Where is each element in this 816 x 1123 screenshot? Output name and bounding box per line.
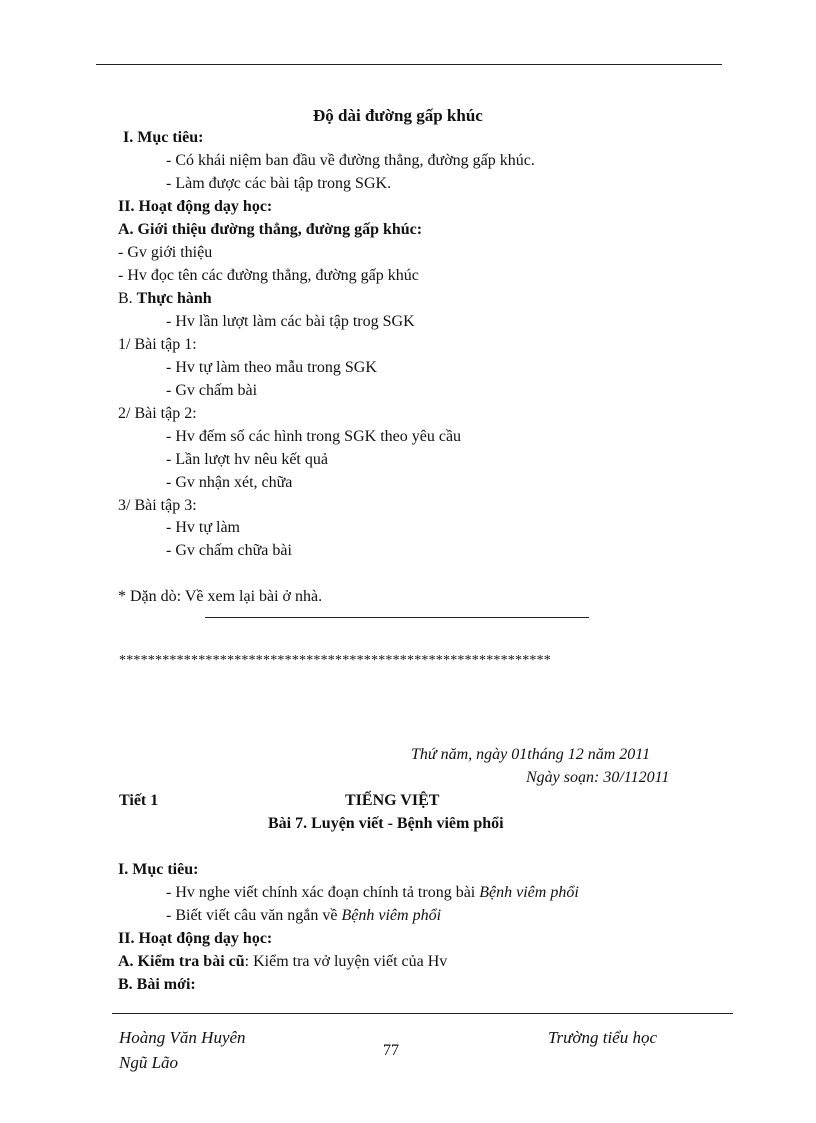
lesson2-objective-1-text: - Hv nghe viết chính xác đoạn chính tả trong bài [166, 884, 480, 901]
lesson1-activities-heading: II. Hoạt động dạy học: [118, 198, 273, 215]
lesson1-part-a-heading: A. Giới thiệu đường thẳng, đường gấp khúc: [118, 221, 423, 238]
footer-rule [112, 1013, 733, 1014]
lesson2-part-b-heading: B. Bài mới: [118, 976, 196, 993]
lesson2-objective-1 [166, 885, 579, 901]
exercise2-line-1: - Hv đếm số các hình trong SGK theo yêu cầu [166, 428, 462, 445]
footer-author-name: Hoàng Văn Huyên [119, 1028, 246, 1047]
lesson2-title: Bài 7. Luyện viết - Bệnh viêm phổi [268, 815, 504, 832]
exercise2-line-3: - Gv nhận xét, chữa [166, 474, 293, 491]
lesson1-objective-2: - Làm được các bài tập trong SGK. [166, 175, 392, 192]
lesson2-prep-date: Ngày soạn: 30/112011 [526, 769, 670, 786]
lesson1-title: Độ dài đường gấp khúc [313, 106, 483, 125]
lesson2-part-a-text: : Kiểm tra vở luyện viết của Hv [244, 953, 448, 970]
lesson1-part-a-line-2: - Hv đọc tên các đường thẳng, đường gấp khúc [118, 267, 419, 284]
footer-author-location: Ngũ Lão [119, 1053, 179, 1072]
lesson2-part-a [118, 954, 447, 970]
lesson1-end-rule [205, 617, 589, 618]
lesson2-period: Tiết 1 [119, 792, 159, 809]
lesson1-part-b-prefix: B. [118, 290, 137, 307]
lesson2-objective-2-text: - Biết viết câu văn ngắn về [166, 907, 342, 924]
lesson2-objective-2 [166, 908, 441, 924]
footer-school: Trường tiểu học [548, 1028, 658, 1047]
lesson1-part-b-label: Thực hành [136, 290, 212, 307]
lesson1-part-b-heading [118, 291, 212, 307]
page-number: 77 [383, 1042, 399, 1059]
lesson2-objective-1-italic: Bệnh viêm phổi [479, 884, 579, 901]
lesson2-part-a-heading: A. Kiểm tra bài cũ [118, 953, 245, 970]
exercise1-line-1: - Hv tự làm theo mẫu trong SGK [166, 359, 377, 376]
exercise1-line-2: - Gv chấm bài [166, 382, 258, 399]
exercise2-line-2: - Lần lượt hv nêu kết quả [166, 451, 328, 468]
lesson2-objectives-heading: I. Mục tiêu: [118, 861, 199, 878]
lesson2-activities-heading: II. Hoạt động dạy học: [118, 930, 273, 947]
exercise3-line-2: - Gv chấm chữa bài [166, 542, 292, 559]
exercise2-heading: 2/ Bài tập 2: [118, 405, 197, 422]
lesson1-part-b-line: - Hv lần lượt làm các bài tập trog SGK [166, 313, 415, 330]
header-rule [96, 64, 722, 65]
lesson1-objective-1: - Có khái niệm ban đầu về đường thẳng, đường gấp khúc. [166, 152, 535, 169]
lesson2-date-line: Thứ năm, ngày 01tháng 12 năm 2011 [411, 746, 651, 763]
star-separator: ************************************************************ [119, 653, 551, 668]
lesson1-part-a-line-1: - Gv giới thiệu [118, 244, 213, 261]
lesson2-objective-2-italic: Bệnh viêm phổi [341, 907, 442, 924]
lesson2-subject: TIẾNG VIỆT [345, 792, 440, 809]
exercise1-heading: 1/ Bài tập 1: [118, 336, 197, 353]
exercise3-heading: 3/ Bài tập 3: [118, 497, 197, 514]
homework-note: * Dặn dò: Về xem lại bài ở nhà. [118, 588, 323, 605]
exercise3-line-1: - Hv tự làm [166, 519, 240, 536]
lesson1-objectives-heading: I. Mục tiêu: [123, 129, 204, 146]
